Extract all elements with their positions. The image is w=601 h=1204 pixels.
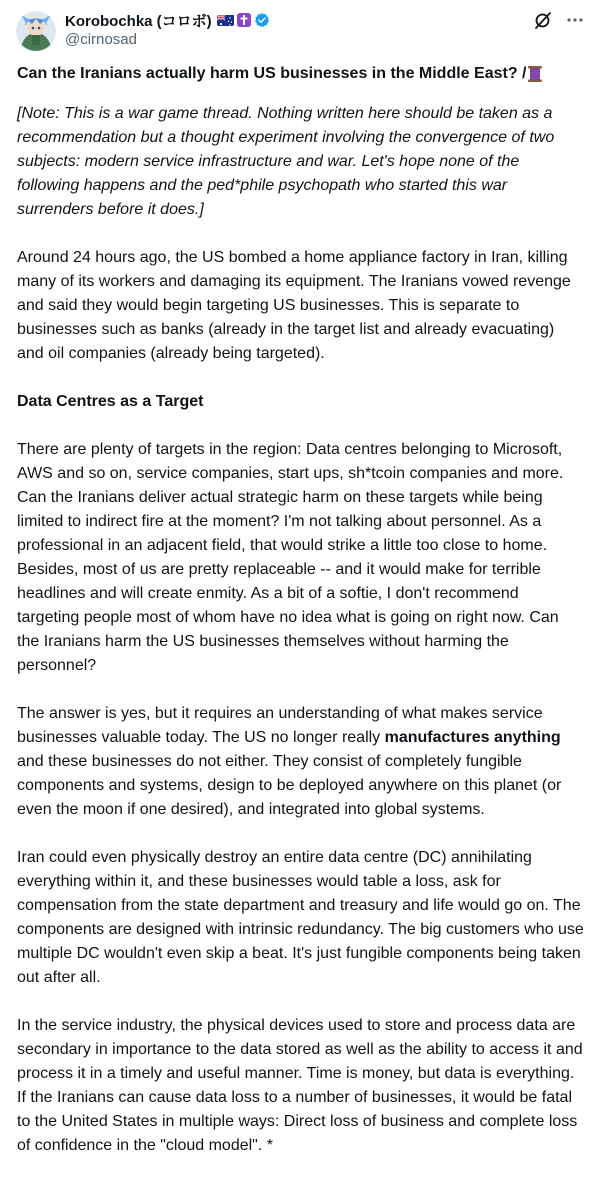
user-info (65, 10, 270, 58)
user-handle[interactable]: @cirnosad (65, 31, 137, 48)
paragraph-3 (17, 702, 585, 822)
paragraph-2: There are plenty of targets in the region: Data centres belonging to Microsoft, AWS and so on, service companies, start ups, sh*tcoin companies and more. Can the Iranians deliver actual strategic harm on these targets while being limited to indirect fire at the moment? I'm not talking about personnel. As a professional in an adjacent field, that would strike a little too close to home. Besides, most of us are pretty replaceable -- and it would make for terrible headlines and will create enmity. As a bit of a softie, I don't recommend targeting people most of whom have no idea what is going on right now. Can the Iranians harm the US businesses themselves without harming the personnel? (17, 441, 564, 674)
post-title (17, 62, 585, 86)
display-name[interactable]: Korobochka (コロボ) (65, 12, 212, 30)
cross-icon (237, 13, 251, 27)
avatar[interactable] (16, 11, 56, 51)
section-heading: Data Centres as a Target (17, 393, 204, 410)
post-header (0, 0, 601, 58)
paragraph-1: Around 24 hours ago, the US bombed a home appliance factory in Iran, killing many of its workers and damaging its equipment. The Iranians vowed revenge and said they would begin targeting US businesses. This is separate to businesses such as banks (already in the target list and already evacuating) and oil companies (already being targeted). (17, 249, 571, 362)
post-title-text: Can the Iranians actually harm US businesses in the Middle East? / (17, 65, 527, 82)
australia-flag-icon (217, 14, 234, 26)
paragraph-3-bold: manufactures anything (384, 729, 561, 746)
paragraph-3-before: The answer is yes, but it requires an understanding of what makes service businesses valuable today. The US no longer really (17, 705, 543, 746)
name-row (65, 10, 270, 30)
more-icon[interactable] (565, 10, 585, 30)
paragraph-5: In the service industry, the physical devices used to store and process data are secondary in importance to the data stored as well as the ability to access it and process it in a timely and useful manner. Time is money, but data is everything. If the Iranians can cause data loss to a number of businesses, it would be fatal to the United States in multiple ways: Direct loss of business and complete loss of confidence in the "cloud model". * (17, 1017, 583, 1154)
grok-icon[interactable] (533, 10, 553, 30)
paragraph-4: Iran could even physically destroy an entire data centre (DC) annihilating everything within it, and these businesses would table a loss, ask for compensation from the state department and treasury and life would go on. The components are designed with intrinsic redundancy. The big customers who use multiple DC wouldn't even skip a beat. It's just fungible components being taken out after all. (17, 849, 584, 986)
paragraph-3-after: and these businesses do not either. They consist of completely fungible components and systems, design to be deployed anywhere on this planet (or even the moon if one desired), and integrated into global systems. (17, 753, 562, 818)
header-actions (533, 10, 585, 30)
thread-spool-icon (528, 66, 542, 82)
verified-icon (254, 12, 270, 28)
disclaimer-note: [Note: This is a war game thread. Nothing written here should be taken as a recommendation but a thought experiment involving the convergence of two subjects: modern service infrastructure and war. Let's hope none of the following happens and the ped*phile psychopath who started this war surrenders before it does.] (17, 105, 555, 218)
post-body (0, 62, 601, 1158)
